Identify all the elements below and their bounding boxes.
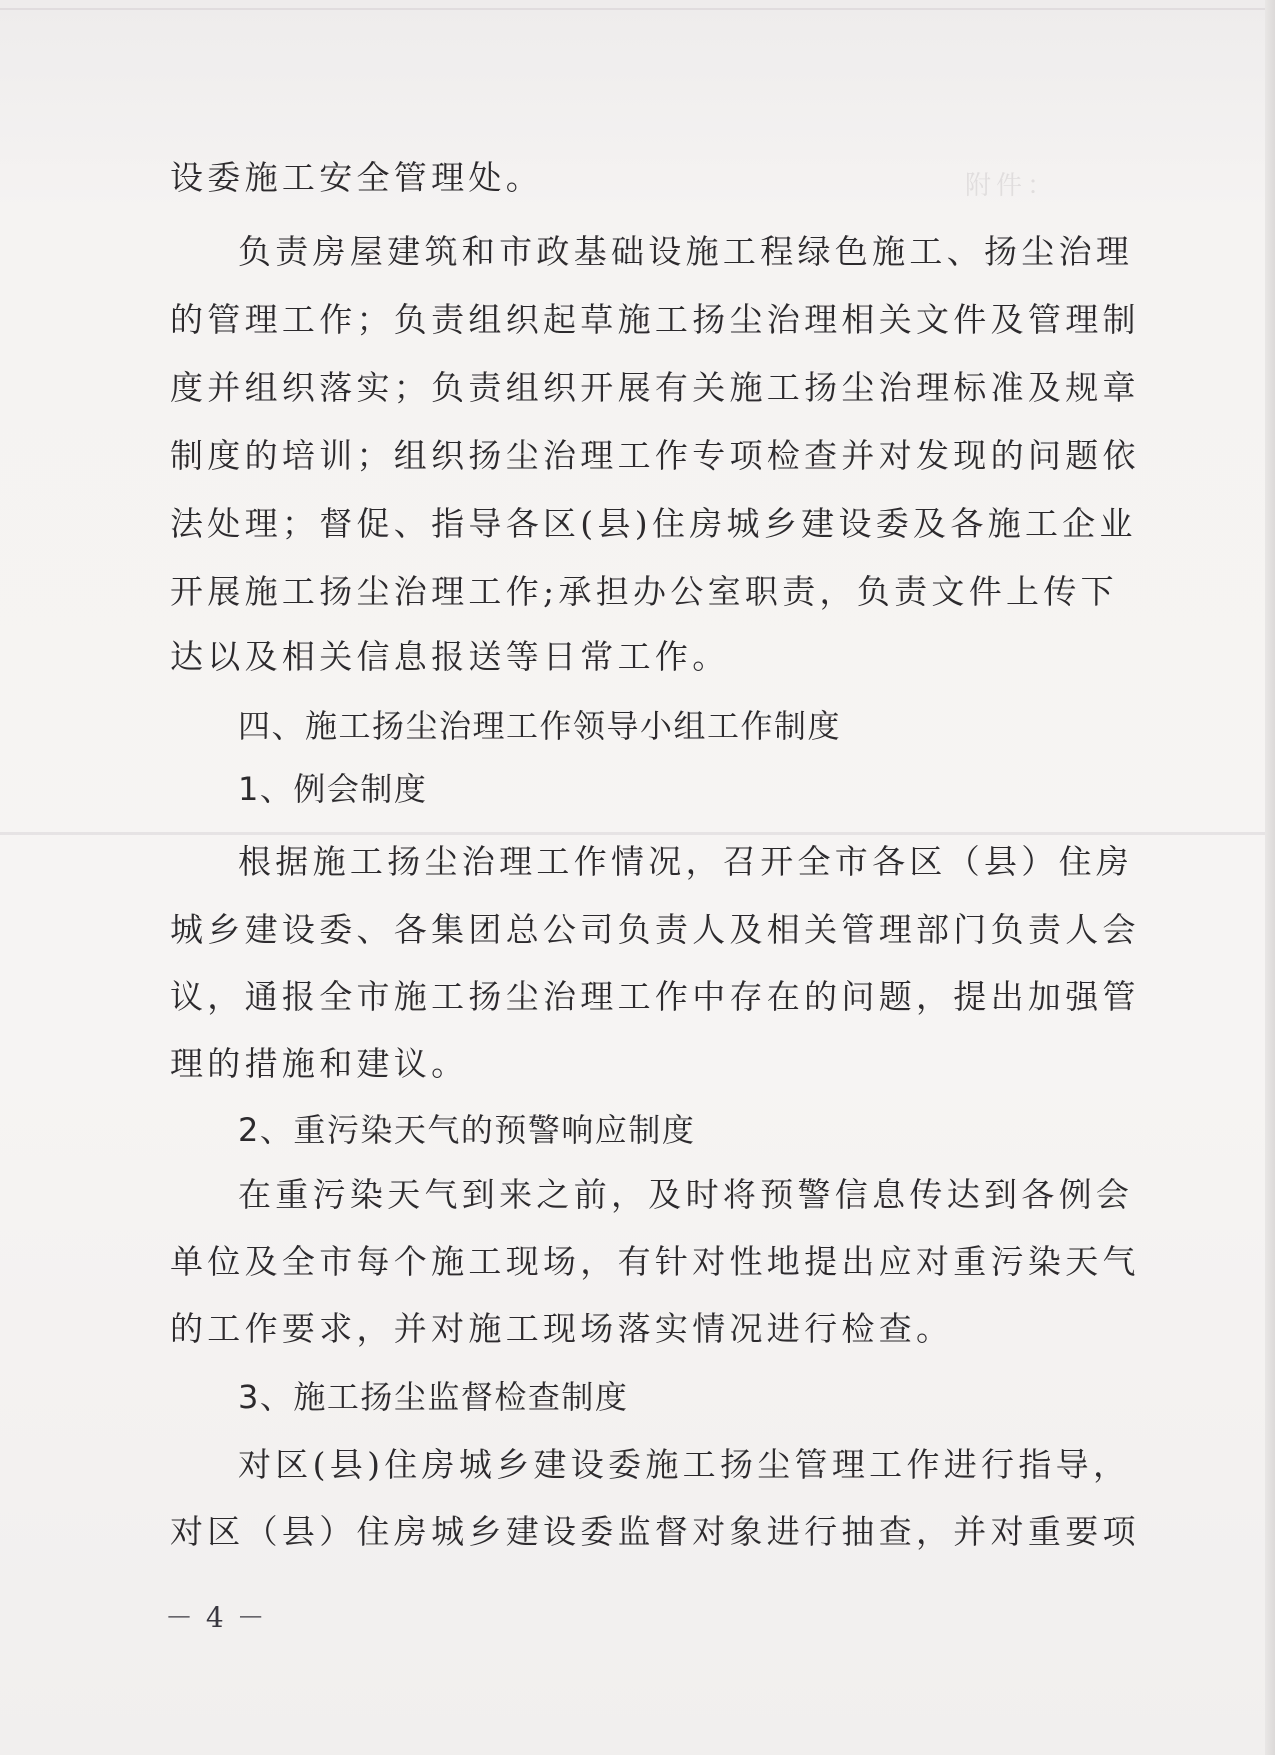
- paper-fold-line: [0, 832, 1275, 835]
- body-line-11: 议，通报全市施工扬尘治理工作中存在的问题，提出加强管: [170, 977, 1140, 1016]
- body-line-13: 在重污染天气到来之前，及时将预警信息传达到各例会: [238, 1175, 1134, 1214]
- body-line-12: 理的措施和建议。: [170, 1044, 469, 1083]
- body-line-8: 达以及相关信息报送等日常工作。: [170, 637, 730, 676]
- subheading-pollution-warning: 2、重污染天气的预警响应制度: [238, 1111, 696, 1149]
- body-line-2: 负责房屋建筑和市政基础设施工程绿色施工、扬尘治理: [238, 232, 1134, 271]
- body-line-10: 城乡建设委、各集团总公司负责人及相关管理部门负责人会: [170, 910, 1140, 949]
- top-edge-shadow: [0, 8, 1275, 10]
- section-heading-4: 四、施工扬尘治理工作领导小组工作制度: [238, 707, 842, 745]
- body-line-9: 根据施工扬尘治理工作情况，召开全市各区（县）住房: [238, 842, 1134, 881]
- body-line-7: 开展施工扬尘治理工作;承担办公室职责，负责文件上传下: [170, 572, 1118, 611]
- body-line-4: 度并组织落实；负责组织开展有关施工扬尘治理标准及规章: [170, 368, 1140, 407]
- page-edge: [1265, 0, 1275, 1755]
- body-line-15: 的工作要求，并对施工现场落实情况进行检查。: [170, 1309, 954, 1348]
- body-line-14: 单位及全市每个施工现场，有针对性地提出应对重污染天气: [170, 1242, 1140, 1281]
- subheading-meeting-system: 1、例会制度: [238, 770, 428, 808]
- body-line-3: 的管理工作；负责组织起草施工扬尘治理相关文件及管理制: [170, 300, 1140, 339]
- body-line-17: 对区（县）住房城乡建设委监督对象进行抽查，并对重要项: [170, 1512, 1140, 1551]
- body-line-16: 对区(县)住房城乡建设委施工扬尘管理工作进行指导，: [238, 1445, 1131, 1484]
- body-line-5: 制度的培训；组织扬尘治理工作专项检查并对发现的问题依: [170, 436, 1140, 475]
- bleed-through-text: 附件：: [965, 171, 1059, 201]
- page-number: － 4 －: [165, 1601, 267, 1634]
- body-line-6: 法处理；督促、指导各区(县)住房城乡建设委及各施工企业: [170, 504, 1137, 543]
- subheading-inspection-system: 3、施工扬尘监督检查制度: [238, 1378, 629, 1416]
- body-line-1: 设委施工安全管理处。: [170, 158, 543, 197]
